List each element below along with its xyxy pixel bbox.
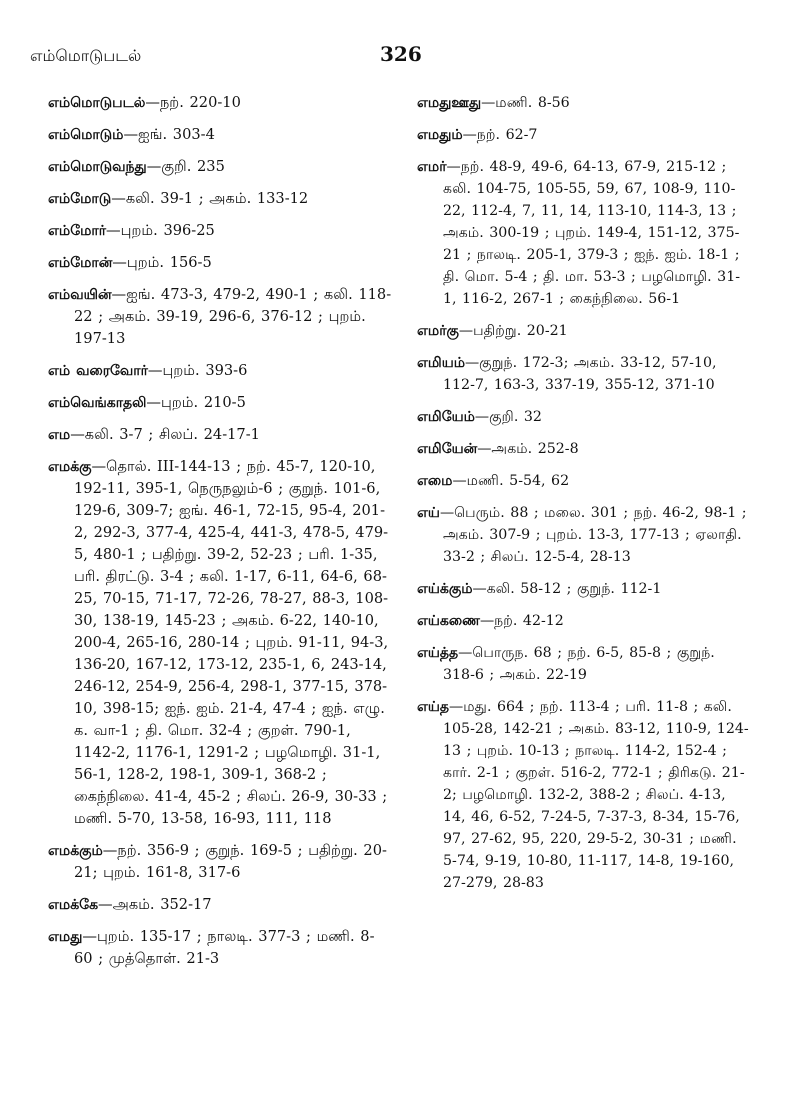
entry-references: —புறம். 210-5 [146,394,246,411]
index-entry [48,840,393,884]
index-entry [417,124,752,146]
entry-headword: எம்மோன் [48,255,113,271]
entry-references: —கலி. 3-7 ; சிலப். 24-17-1 [70,426,260,443]
index-entry [417,406,752,428]
entry-references: —தொல். III-144-13 ; நற். 45-7, 120-10, 192-11, 395-1, நெருநலும்-6 ; குறுந். 101-6, 129-6, 309-7; ஐங். 46-1, 72-15, 95-4, 201-2, 292-3, 377-4, 425-4, 441-3, 478-5, 479-5, 480-1 ; பதிற்று. 39-2, 52-23 ; பரி. 1-35, பரி. திரட்டு. 3-4 ; கலி. 1-17, 6-11, 64-6, 68-25, 70-15, 71-17, 72-26, 78-27, 88-3, 108-30, 138-19, 145-23 ; அகம். 6-22, 140-10, 200-4, 265-16, 280-14 ; புறம். 91-11, 94-3, 136-20, 167-12, 173-12, 235-1, 6, 243-14, 246-12, 254-9, 256-4, 298-1, 377-15, 378-10, 398-15; ஐந். ஐம். 21-4, 47-4 ; ஐந். எழு. க. வா-1 ; தி. மொ. 32-4 ; குறள். 790-1, 1142-2, 1176-1, 1291-2 ; பழமொழி. 31-1, 56-1, 128-2, 198-1, 309-1, 368-2 ; கைந்நிலை. 41-4, 45-2 ; சிலப். 26-9, 30-33 ; மணி. 5-70, 13-58, 16-93, 111, 118 [74,458,389,827]
entry-references: —பதிற்று. 20-21 [458,323,568,339]
index-entry [48,252,393,274]
entry-headword: எம்வயின் [48,287,112,303]
entry-headword: எமது [48,929,83,945]
entry-references: —பொருந. 68 ; நற். 6-5, 85-8 ; குறுந். 318-6 ; அகம். 22-19 [443,645,715,683]
index-entry [417,642,752,686]
entry-references: —அகம். 352-17 [98,896,212,913]
index-entry [417,320,752,342]
index-entry [48,124,393,146]
index-entry [48,894,393,916]
index-entry [48,220,393,242]
entry-references: —பெரும். 88 ; மலை. 301 ; நற். 46-2, 98-1 ; அகம். 307-9 ; புறம். 13-3, 177-13 ; ஏலாதி. 33-2 ; சிலப். 12-5-4, 28-13 [439,505,747,565]
index-entry [48,456,393,830]
index-entry [417,696,752,894]
entry-headword: எம்மோடு [48,191,112,207]
entry-headword: எமக்கும் [48,843,103,859]
index-entry [417,156,752,310]
entry-references: —புறம். 393-6 [147,362,248,379]
entry-headword: எம [48,427,71,443]
entry-headword: எமதும் [417,127,463,143]
entry-headword: எம்வெங்காதலி [48,395,147,411]
entry-references: —நற். 42-12 [479,613,564,629]
left-column [48,92,393,980]
entry-headword: எய்த்த [417,645,459,661]
entry-references: —கலி. 58-12 ; குறுந். 112-1 [472,581,662,597]
index-entry [417,352,752,396]
entry-headword: எமியேன் [417,441,478,457]
index-entry [417,578,752,600]
index-entry [48,92,393,114]
index-entry [417,438,752,460]
right-column [417,92,752,904]
entry-references: —நற். 220-10 [145,94,241,111]
entry-headword: எமை [417,473,453,489]
entry-references: —புறம். 135-17 ; நாலடி. 377-3 ; மணி. 8-60 ; முத்தொள். 21-3 [74,928,375,967]
index-entry [417,470,752,492]
entry-headword: எம்மோர் [48,223,107,239]
entry-references: —குறி. 32 [474,409,542,425]
entry-headword: எமக்கு [48,459,92,475]
index-entry [48,188,393,210]
entry-headword: எம்மொடுபடல் [48,95,146,111]
index-entry [48,392,393,414]
entry-references: —நற். 48-9, 49-6, 64-13, 67-9, 215-12 ; கலி. 104-75, 105-55, 59, 67, 108-9, 110-22, 112-4, 7, 11, 14, 113-10, 114-3, 13 ; அகம். 300-19 ; புறம். 149-4, 151-12, 375-21 ; நாலடி. 205-1, 379-3 ; ஐந். ஐம். 18-1 ; தி. மொ. 5-4 ; தி. மா. 53-3 ; பழமொழி. 31-1, 116-2, 267-1 ; கைந்நிலை. 56-1 [443,159,741,307]
index-entry [48,156,393,178]
running-head: எம்மொடுபடல் [30,46,142,65]
entry-references: —புறம். 156-5 [112,254,212,271]
entry-references: —புறம். 396-25 [106,222,215,239]
entry-headword: எய்க்கும் [417,581,473,597]
entry-headword: எய்த [417,699,450,715]
entry-headword: எமதுஊது [417,95,482,111]
entry-headword: எமியம் [417,355,465,371]
entry-references: —கலி. 39-1 ; அகம். 133-12 [111,190,309,207]
index-entry [417,610,752,632]
index-entry [417,92,752,114]
entry-headword: எம்மொடும் [48,127,124,143]
entry-references: —ஐங். 473-3, 479-2, 490-1 ; கலி. 118-22 ; அகம். 39-19, 296-6, 376-12 ; புறம். 197-13 [74,286,392,347]
entry-references: —அகம். 252-8 [477,441,579,457]
index-entry [48,926,393,970]
index-entry [48,360,393,382]
entry-headword: எம்மொடுவந்து [48,159,147,175]
entry-references: —நற். 356-9 ; குறுந். 169-5 ; பதிற்று. 20-21; புறம். 161-8, 317-6 [74,842,387,881]
index-entry [417,502,752,568]
entry-references: —மணி. 8-56 [481,95,570,111]
entry-references: —மணி. 5-54, 62 [452,473,570,489]
page-number: 326 [380,42,422,66]
entry-references: —நற். 62-7 [462,127,538,143]
entry-headword: எம் வரைவோர் [48,363,148,379]
index-entry [48,284,393,350]
entry-references: —மது. 664 ; நற். 113-4 ; பரி. 11-8 ; கலி. 105-28, 142-21 ; அகம். 83-12, 110-9, 124-13 ; புறம். 10-13 ; நாலடி. 114-2, 152-4 ; கார். 2-1 ; குறள். 516-2, 772-1 ; திரிகடு. 21-2; பழமொழி. 132-2, 388-2 ; சிலப். 4-13, 14, 46, 6-52, 7-24-5, 7-37-3, 8-34, 15-76, 97, 27-62, 95, 220, 29-5-2, 30-31 ; மணி. 5-74, 9-19, 10-80, 11-117, 14-8, 19-160, 27-279, 28-83 [443,699,749,891]
entry-headword: எய்கணை [417,613,480,629]
entry-references: —குறுந். 172-3; அகம். 33-12, 57-10, 112-7, 163-3, 337-19, 355-12, 371-10 [443,355,717,393]
entry-references: —குறி. 235 [146,158,225,175]
page-header [30,42,770,76]
entry-headword: எமியேம் [417,409,475,425]
entry-headword: எமர்கு [417,323,459,339]
entry-headword: எமர் [417,159,447,175]
entry-references: —ஐங். 303-4 [123,126,215,143]
entry-headword: எய் [417,505,440,521]
entry-headword: எமக்கே [48,897,99,913]
index-entry [48,424,393,446]
